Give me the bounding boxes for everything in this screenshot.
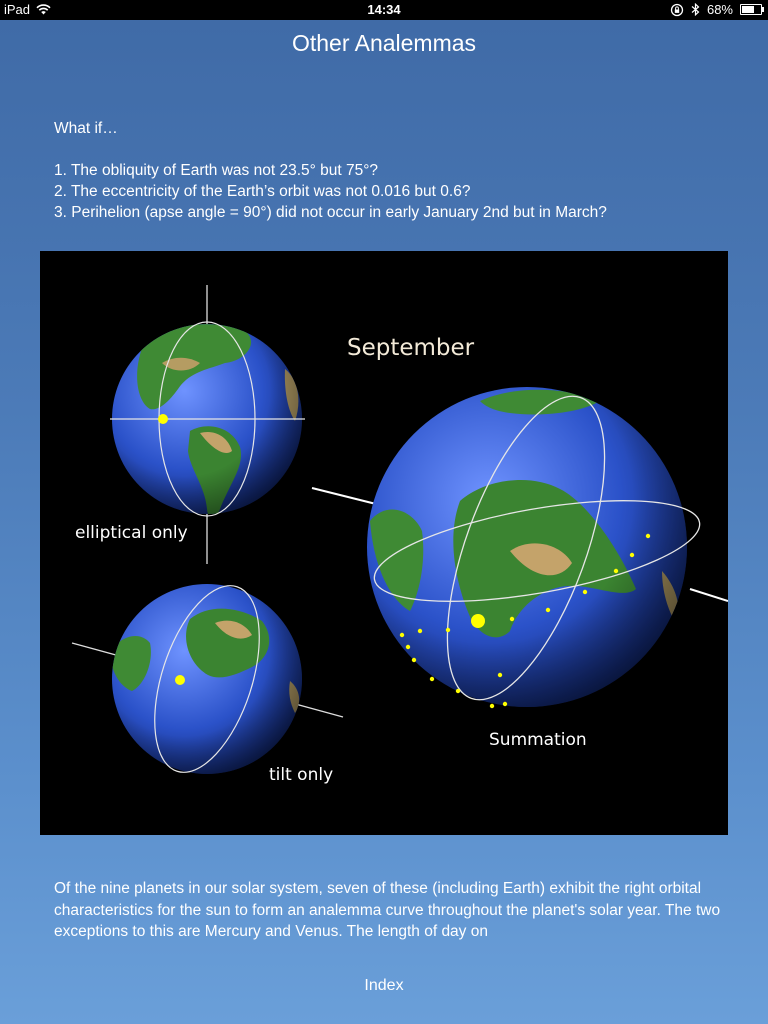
body-paragraph: Of the nine planets in our solar system, seven of these (including Earth) exhibit the right orbital characteristics for the sun to form an analemma curve throughout the planet's solar year. The two exceptions to this are Mercury and Venus. The length of day on [54,880,721,940]
label-elliptical-only: elliptical only [75,523,188,543]
battery-icon [740,4,762,15]
index-link[interactable]: Index [364,977,404,994]
question-3: 3. Perihelion (apse angle = 90°) did not occur in early January 2nd but in March? [54,204,607,221]
globe-tilt [72,573,343,785]
question-2: 2. The eccentricity of the Earth’s orbit was not 0.016 but 0.6? [54,183,471,200]
bluetooth-icon [691,3,700,16]
label-tilt-only: tilt only [269,765,334,785]
intro-text [54,118,734,223]
status-right [670,2,762,17]
label-summation: Summation [489,730,587,750]
battery-fill [742,6,754,13]
month-label: September [347,335,475,361]
analemma-figure [40,251,728,835]
intro-heading: What if… [54,120,118,137]
status-time: 14:34 [367,2,401,17]
device-name: iPad [4,2,31,17]
analemma-illustration [40,251,728,835]
orientation-lock-icon [670,3,684,17]
status-bar [0,0,768,20]
battery-percent: 68% [706,2,733,17]
globe-summation [312,377,728,719]
page-title: Other Analemmas [291,30,477,56]
question-1: 1. The obliquity of Earth was not 23.5° but 75°? [54,162,379,179]
